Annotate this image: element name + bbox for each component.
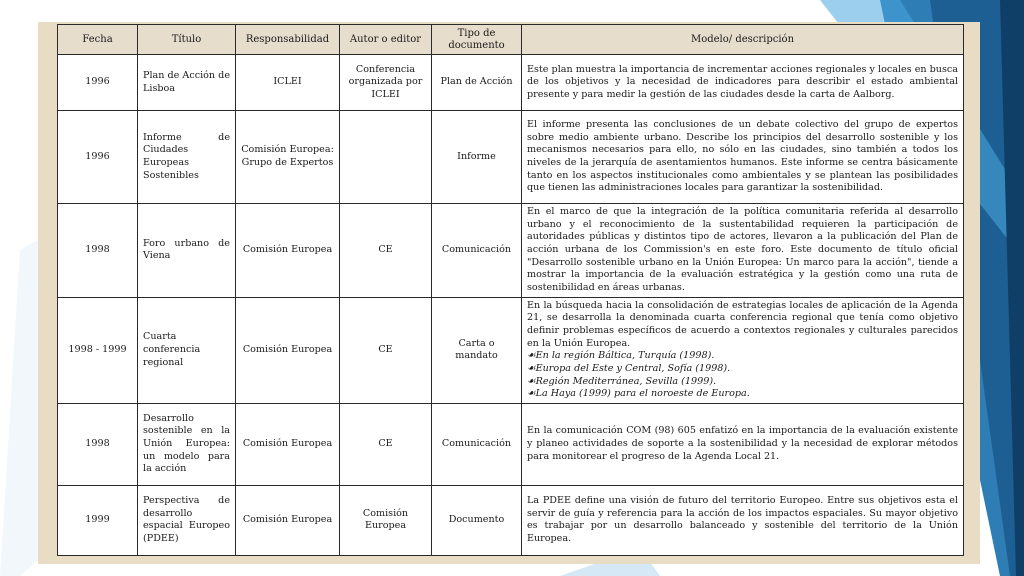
cell-autor: Comisión Europea (340, 485, 432, 555)
cell-tipo: Documento (432, 485, 522, 555)
cell-tipo: Carta o mandato (432, 297, 522, 403)
cell-autor (340, 111, 432, 204)
cell-tipo: Comunicación (432, 204, 522, 298)
cell-titulo: Informe de Ciudades Europeas Sostenibles (138, 111, 236, 204)
list-item: ☙Europa del Este y Central, Sofía (1998). (527, 362, 731, 374)
cell-autor: CE (340, 403, 432, 485)
policy-documents-table (57, 24, 964, 556)
table-row (58, 403, 964, 485)
list-item: ☙La Haya (1999) para el noroeste de Europa. (527, 388, 750, 400)
table-row (58, 485, 964, 555)
header-autor: Autor o editor (340, 25, 432, 55)
header-titulo: Título (138, 25, 236, 55)
cell-descripcion: La PDEE define una visión de futuro del territorio Europeo. Entre sus objetivos esta el servir de guía y referencia para la acción de los impactos espaciales. Su mayor objetivo es trabajar por un desarrollo balanceado y sostenible del territorio de la Unión Europea. (522, 485, 964, 555)
cell-fecha: 1998 - 1999 (58, 297, 138, 403)
cell-titulo: Desarrollo sostenible en la Unión Europea: un modelo para la acción (138, 403, 236, 485)
header-responsabilidad: Responsabilidad (236, 25, 340, 55)
cell-autor: CE (340, 297, 432, 403)
table-row (58, 204, 964, 298)
cell-responsabilidad: Comisión Europea (236, 485, 340, 555)
cell-descripcion: El informe presenta las conclusiones de un debate colectivo del grupo de expertos sobre medio ambiente urbano. Describe los principios del desarrollo sostenible y los mecanismos necesarios para ello, no sólo en las ciudades, sino también a todos los niveles de la jerarquía de asentamientos humanos. Este informe se centra básicamente tanto en los aspectos institucionales como ambientales y se plantean las posibilidades que tienen las administraciones locales para garantizar la sostenibilidad. (522, 111, 964, 204)
cell-fecha: 1996 (58, 111, 138, 204)
table-row (58, 297, 964, 403)
header-fecha: Fecha (58, 25, 138, 55)
cell-titulo: Cuarta conferencia regional (138, 297, 236, 403)
cell-responsabilidad: Comisión Europea: Grupo de Expertos (236, 111, 340, 204)
header-descripcion: Modelo/ descripción (522, 25, 964, 55)
cell-fecha: 1998 (58, 403, 138, 485)
cell-fecha: 1999 (58, 485, 138, 555)
header-tipo: Tipo de documento (432, 25, 522, 55)
cell-autor: Conferencia organizada por ICLEI (340, 55, 432, 111)
list-item: ☙Región Mediterránea, Sevilla (1999). (527, 375, 717, 387)
cell-fecha: 1996 (58, 55, 138, 111)
cell-descripcion: Este plan muestra la importancia de incrementar acciones regionales y locales en busca de los objetivos y la necesidad de indicadores para describir el estado ambiental presente y para medir la gestión de las ciudades desde la carta de Aalborg. (522, 55, 964, 111)
cell-tipo: Plan de Acción (432, 55, 522, 111)
cell-descripcion (522, 297, 964, 403)
cell-responsabilidad: ICLEI (236, 55, 340, 111)
cell-fecha: 1998 (58, 204, 138, 298)
descripcion-text: En la búsqueda hacia la consolidación de estrategias locales de aplicación de la Agenda 21, se desarrolla la denominada cuarta conferencia regional que tenía como objetivo definir problemas específicos de acuerdo a contextos regionales y culturales parecidos en la Unión Europea. (527, 299, 958, 349)
table-row (58, 111, 964, 204)
cell-tipo: Informe (432, 111, 522, 204)
cell-titulo: Plan de Acción de Lisboa (138, 55, 236, 111)
cell-descripcion: En la comunicación COM (98) 605 enfatizó en la importancia de la evaluación existente y planeo actividades de soporte a la sostenibilidad y la necesidad de explorar métodos para monitorear el progreso de la Agenda Local 21. (522, 403, 964, 485)
cell-tipo: Comunicación (432, 403, 522, 485)
bullet-list (527, 350, 958, 401)
cell-descripcion: En el marco de que la integración de la política comunitaria referida al desarrollo urbano y el reconocimiento de la sustentabilidad requieren la participación de autoridades públicas y distintos tipo de actores, llevaron a la publicación del Plan de acción urbana de los Commission's en este foro. Este documento de título oficial "Desarrollo sostenible urbano en la Unión Europea: Un marco para la acción", tiende a mostrar la importancia de la evaluación estratégica y la gestión como una ruta de sostenibilidad en áreas urbanas. (522, 204, 964, 298)
cell-titulo: Foro urbano de Viena (138, 204, 236, 298)
list-item: ☙En la región Báltica, Turquía (1998). (527, 350, 715, 362)
table-row (58, 55, 964, 111)
cell-responsabilidad: Comisión Europea (236, 204, 340, 298)
table-header-row (58, 25, 964, 55)
cell-responsabilidad: Comisión Europea (236, 297, 340, 403)
cell-autor: CE (340, 204, 432, 298)
cell-responsabilidad: Comisión Europea (236, 403, 340, 485)
cell-titulo: Perspectiva de desarrollo espacial Europeo (PDEE) (138, 485, 236, 555)
